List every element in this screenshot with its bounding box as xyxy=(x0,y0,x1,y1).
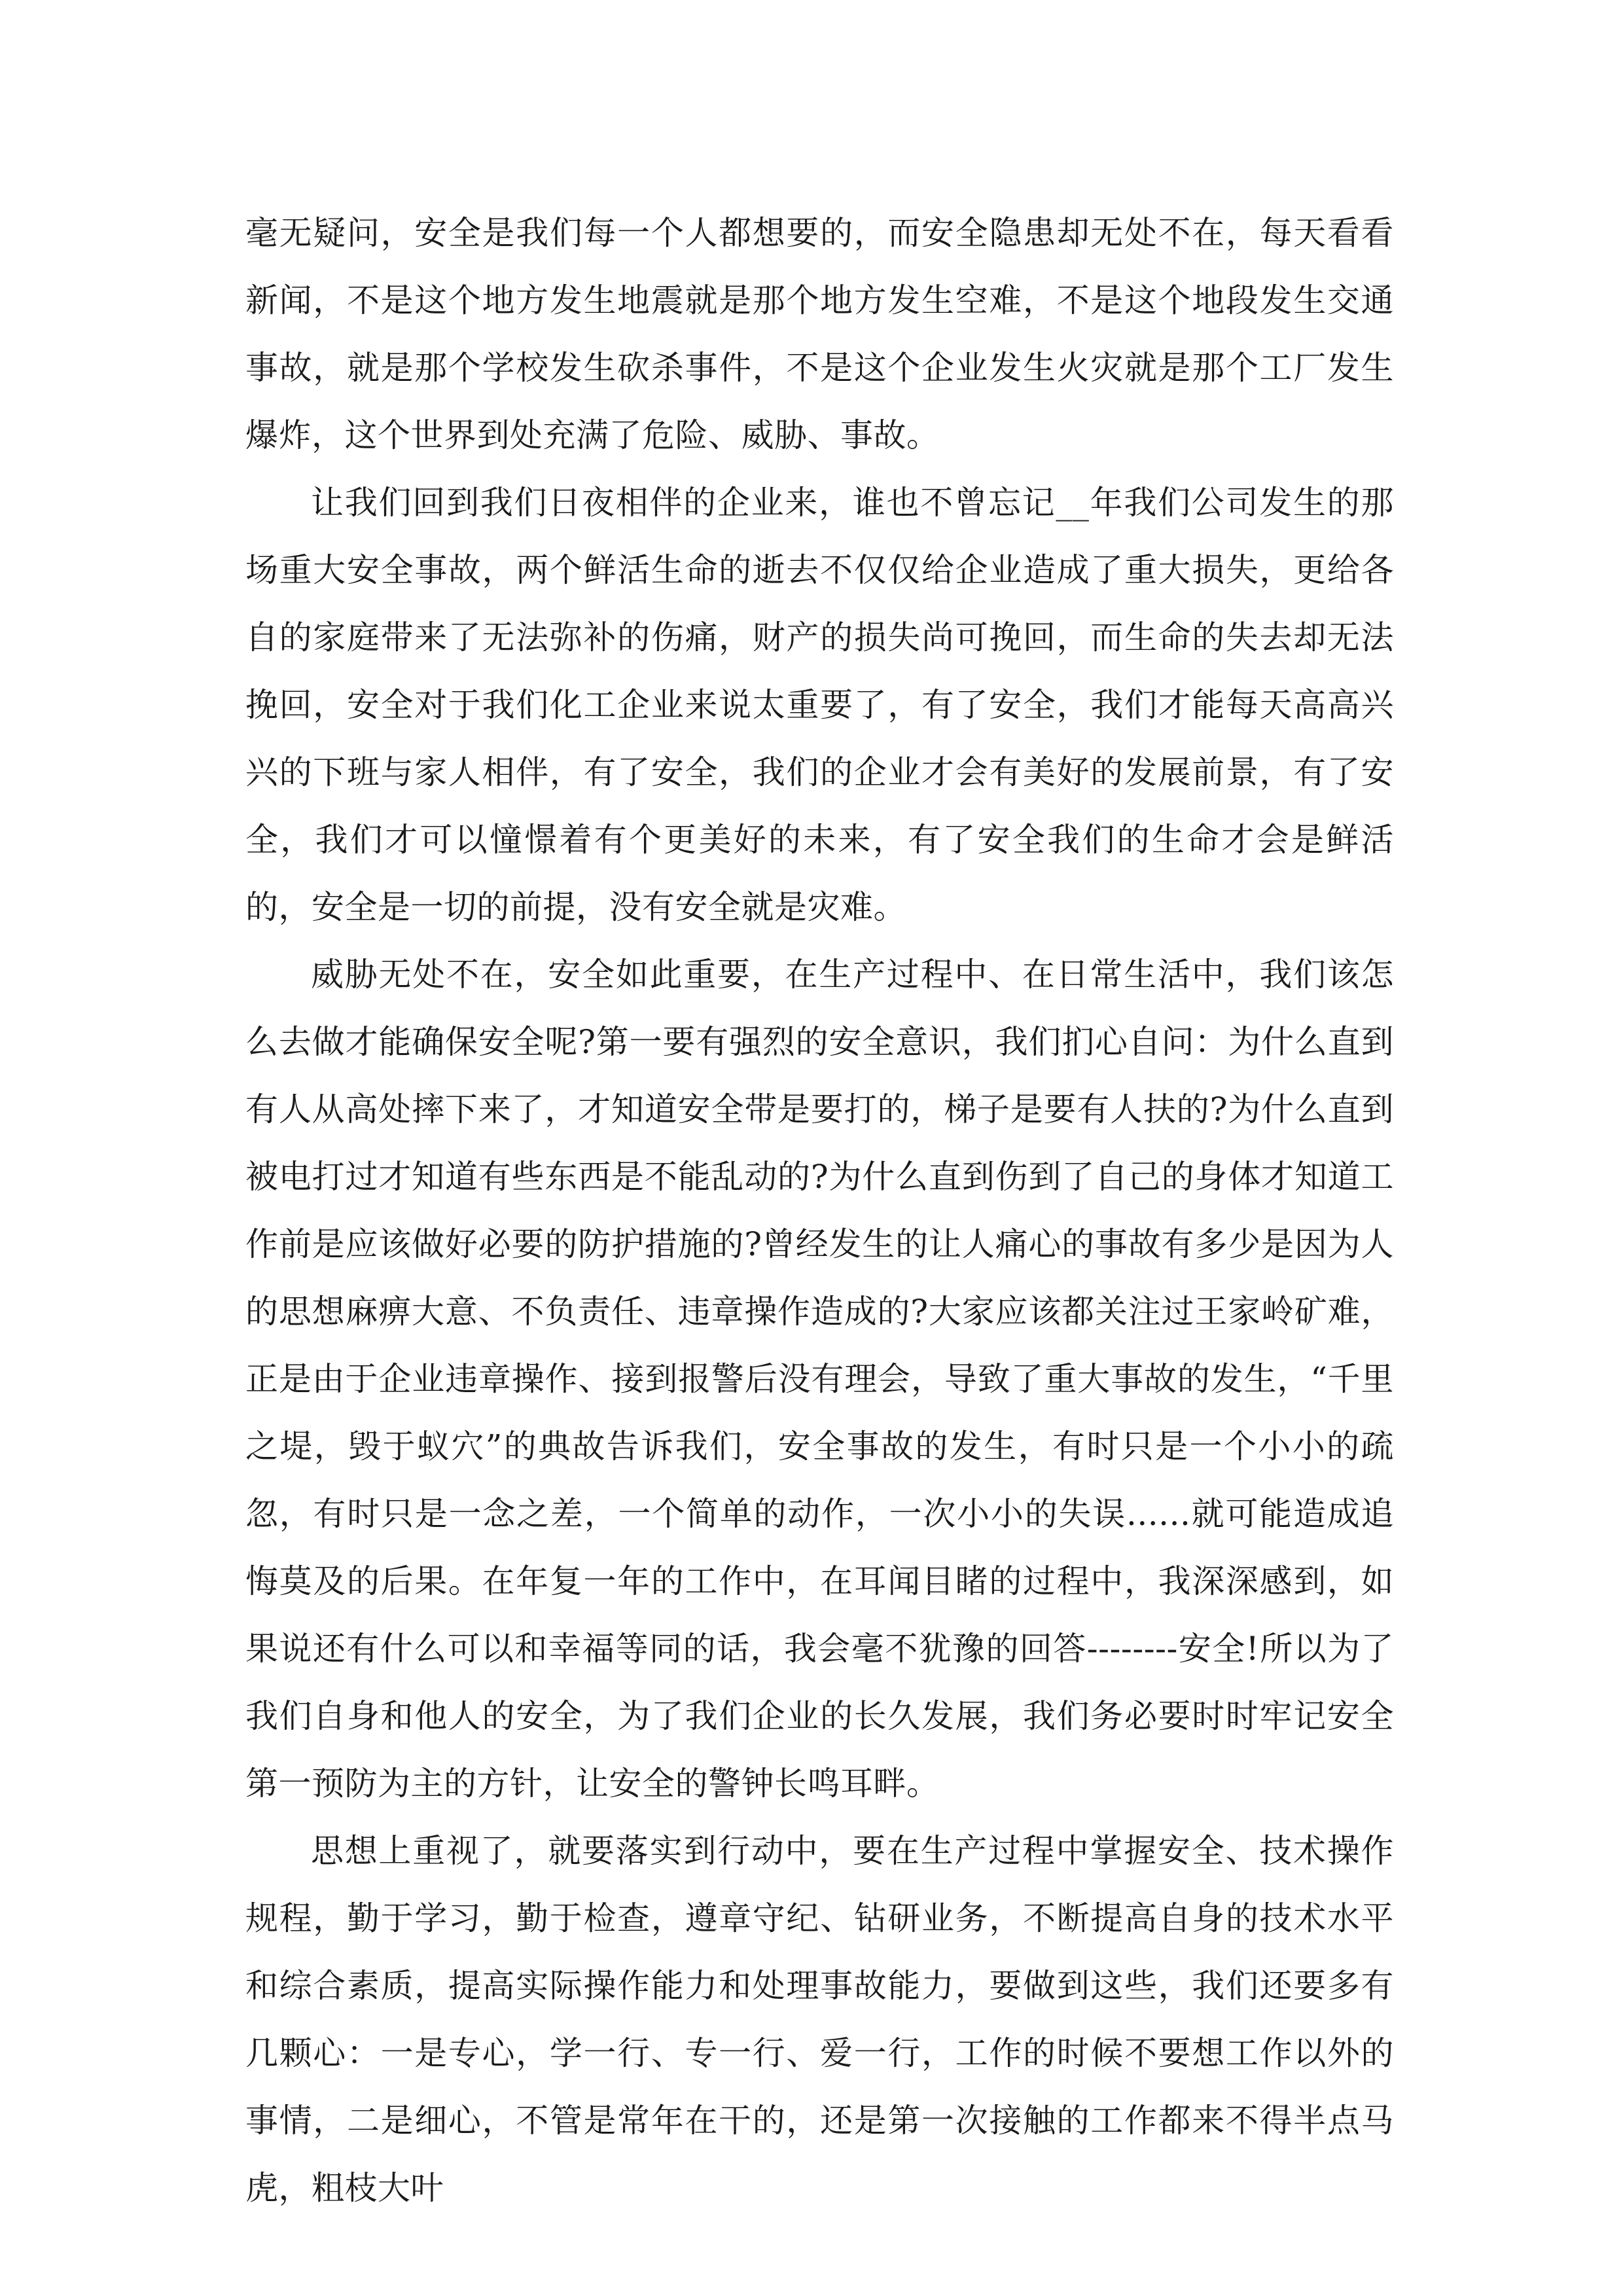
document-body xyxy=(245,200,1394,2222)
paragraph-2: 让我们回到我们日夜相伴的企业来，谁也不曾忘记__年我们公司发生的那场重大安全事故，两个鲜活生命的逝去不仅仅给企业造成了重大损失，更给各自的家庭带来了无法弥补的伤痛，财产的损失尚可挽回，而生命的失去却无法挽回，安全对于我们化工企业来说太重要了，有了安全，我们才能每天高高兴兴的下班与家人相伴，有了安全，我们的企业才会有美好的发展前景，有了安全，我们才可以憧憬着有个更美好的未来，有了安全我们的生命才会是鲜活的，安全是一切的前提，没有安全就是灾难。 xyxy=(245,484,1394,926)
paragraph-1: 毫无疑问，安全是我们每一个人都想要的，而安全隐患却无处不在，每天看看新闻，不是这个地方发生地震就是那个地方发生空难，不是这个地段发生交通事故，就是那个学校发生砍杀事件，不是这个企业发生火灾就是那个工厂发生爆炸，这个世界到处充满了危险、威胁、事故。 xyxy=(245,214,1394,454)
paragraph-3: 威胁无处不在，安全如此重要，在生产过程中、在日常生活中，我们该怎么去做才能确保安全呢?第一要有强烈的安全意识，我们扪心自问：为什么直到有人从高处摔下来了，才知道安全带是要打的，梯子是要有人扶的?为什么直到被电打过才知道有些东西是不能乱动的?为什么直到伤到了自己的身体才知道工作前是应该做好必要的防护措施的?曾经发生的让人痛心的事故有多少是因为人的思想麻痹大意、不负责任、违章操作造成的?大家应该都关注过王家岭矿难，正是由于企业违章操作、接到报警后没有理会，导致了重大事故的发生，“千里之堤，毁于蚁穴”的典故告诉我们，安全事故的发生，有时只是一个小小的疏忽，有时只是一念之差，一个简单的动作，一次小小的失误......就可能造成追悔莫及的后果。在年复一年的工作中，在耳闻目睹的过程中，我深深感到，如果说还有什么可以和幸福等同的话，我会毫不犹豫的回答--------安全!所以为了我们自身和他人的安全，为了我们企业的长久发展，我们务必要时时牢记安全第一预防为主的方针，让安全的警钟长鸣耳畔。 xyxy=(245,956,1394,1803)
paragraph-4: 思想上重视了，就要落实到行动中，要在生产过程中掌握安全、技术操作规程，勤于学习，勤于检查，遵章守纪、钻研业务，不断提高自身的技术水平和综合素质，提高实际操作能力和处理事故能力，要做到这些，我们还要多有几颗心：一是专心，学一行、专一行、爱一行，工作的时候不要想工作以外的事情，二是细心，不管是常年在干的，还是第一次接触的工作都来不得半点马虎，粗枝大叶 xyxy=(245,1832,1394,2207)
